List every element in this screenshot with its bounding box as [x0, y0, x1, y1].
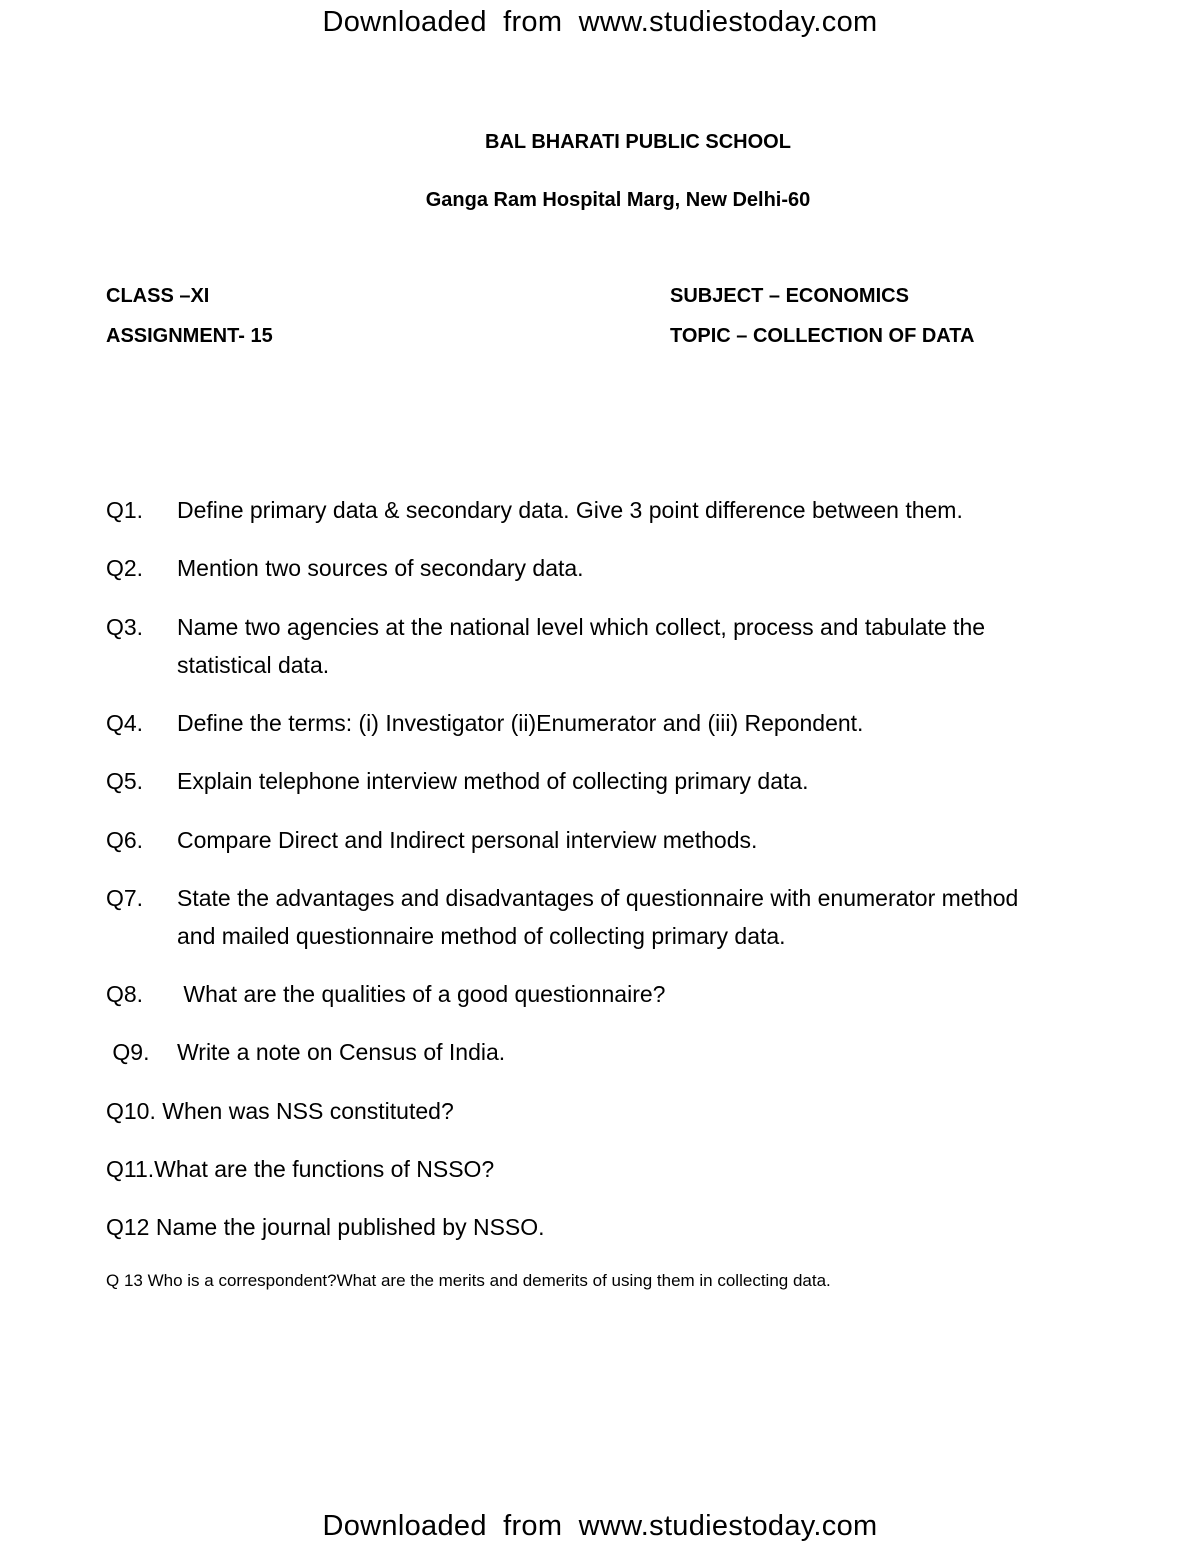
assignment-label: ASSIGNMENT- 15 — [106, 325, 273, 347]
topic-label: TOPIC – COLLECTION OF DATA — [670, 325, 975, 347]
question-3 — [106, 608, 985, 684]
question-5 — [106, 762, 809, 800]
question-1 — [106, 491, 963, 529]
question-number: Q5. — [106, 768, 144, 794]
question-2 — [106, 549, 584, 587]
question-text: Name two agencies at the national level which collect, process and tabulate the — [177, 614, 986, 640]
question-text: Who is a correspondent?What are the merits and demerits of using them in collecting data. — [142, 1271, 831, 1290]
question-text-continued: and mailed questionnaire method of collecting primary data. — [177, 923, 786, 949]
question-6 — [106, 821, 757, 859]
question-number: Q1. — [106, 497, 144, 523]
question-text: Write a note on Census of India. — [177, 1039, 506, 1065]
question-number: Q10. — [106, 1098, 156, 1124]
school-name: BAL BHARATI PUBLIC SCHOOL — [485, 131, 791, 153]
question-text: When was NSS constituted? — [155, 1098, 454, 1124]
question-9 — [106, 1033, 505, 1071]
question-number: Q3. — [106, 614, 144, 640]
school-address: Ganga Ram Hospital Marg, New Delhi-60 — [425, 189, 811, 211]
question-text: Explain telephone interview method of collecting primary data. — [177, 768, 809, 794]
question-text: What are the qualities of a good questionnaire? — [177, 981, 666, 1007]
question-number: Q11. — [106, 1156, 155, 1182]
question-text-continued: statistical data. — [177, 652, 330, 678]
question-number: Q8. — [106, 981, 144, 1007]
question-text: Mention two sources of secondary data. — [177, 555, 584, 581]
question-text: What are the functions of NSSO? — [154, 1156, 495, 1182]
question-text: Compare Direct and Indirect personal interview methods. — [177, 827, 758, 853]
question-number: Q6. — [106, 827, 144, 853]
question-number: Q 13 — [106, 1271, 143, 1290]
question-number: Q2. — [106, 555, 144, 581]
question-number: Q12 — [106, 1214, 150, 1240]
question-text: Name the journal published by NSSO. — [149, 1214, 545, 1240]
question-number: Q9. — [106, 1039, 150, 1065]
question-text: Define the terms: (i) Investigator (ii)Enumerator and (iii) Repondent. — [177, 710, 864, 736]
question-10 — [106, 1092, 454, 1130]
question-7 — [106, 879, 1018, 955]
watermark-bottom: Downloaded from www.studiestoday.com — [322, 1510, 878, 1542]
class-label: CLASS –XI — [106, 285, 210, 307]
question-12 — [106, 1208, 545, 1246]
question-13 — [106, 1271, 831, 1291]
question-text: Define primary data & secondary data. Give 3 point difference between them. — [177, 497, 963, 523]
question-number: Q4. — [106, 710, 144, 736]
watermark-top: Downloaded from www.studiestoday.com — [322, 6, 878, 38]
subject-label: SUBJECT – ECONOMICS — [670, 285, 909, 307]
question-number: Q7. — [106, 885, 144, 911]
question-4 — [106, 704, 863, 742]
question-text: State the advantages and disadvantages of questionnaire with enumerator method — [177, 885, 1019, 911]
question-8 — [106, 975, 665, 1013]
question-11 — [106, 1150, 494, 1188]
